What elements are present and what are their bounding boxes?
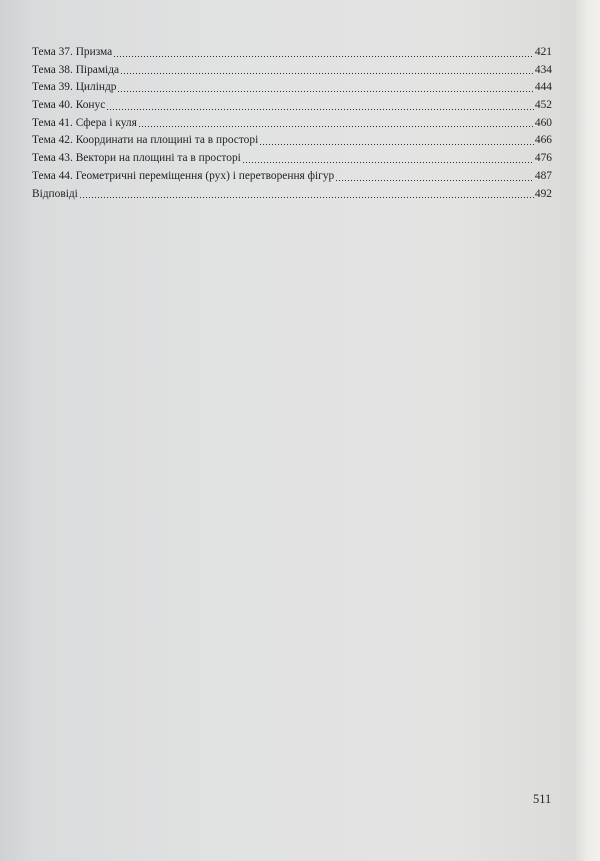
table-of-contents — [32, 44, 552, 203]
toc-entry — [32, 115, 552, 133]
dot-leader — [113, 56, 534, 57]
dot-leader — [242, 162, 534, 163]
toc-entry-title: Тема 44. Геометричні переміщення (рух) і перетворення фігур — [32, 169, 335, 182]
toc-entry — [32, 132, 552, 150]
dot-leader — [138, 126, 534, 127]
toc-entry — [32, 44, 552, 62]
dot-leader — [120, 73, 534, 74]
toc-entry — [32, 168, 552, 186]
toc-entry-page: 487 — [534, 169, 552, 182]
toc-entry-title: Тема 41. Сфера і куля — [32, 116, 137, 129]
toc-entry-title: Тема 43. Вектори на площині та в просторі — [32, 152, 241, 165]
toc-entry — [32, 186, 552, 204]
toc-entry-page: 421 — [534, 46, 552, 58]
toc-entry — [32, 150, 552, 168]
toc-entry-page: 466 — [534, 134, 552, 147]
toc-entry-page: 444 — [534, 81, 552, 94]
toc-entry-title: Тема 42. Координати на площині та в просторі — [32, 134, 259, 147]
toc-entry-page: 452 — [534, 99, 552, 112]
toc-entry-title: Тема 40. Конус — [32, 99, 106, 112]
dot-leader — [259, 144, 534, 145]
toc-entry-title: Тема 39. Циліндр — [32, 81, 117, 94]
toc-entry-page: 476 — [534, 152, 552, 165]
toc-entry-title: Тема 37. Призма — [32, 46, 113, 58]
page-number: 511 — [533, 792, 552, 806]
toc-entry-title: Відповіді — [32, 187, 78, 200]
toc-entry-page: 434 — [534, 63, 552, 76]
toc-entry — [32, 97, 552, 115]
dot-leader — [106, 109, 534, 110]
toc-entry — [32, 62, 552, 80]
dot-leader — [79, 197, 534, 198]
toc-entry-page: 460 — [534, 116, 552, 129]
toc-entry-page: 492 — [534, 187, 552, 200]
toc-entry-title: Тема 38. Піраміда — [32, 63, 120, 76]
dot-leader — [335, 180, 534, 181]
toc-entry — [32, 79, 552, 97]
dot-leader — [117, 91, 533, 92]
